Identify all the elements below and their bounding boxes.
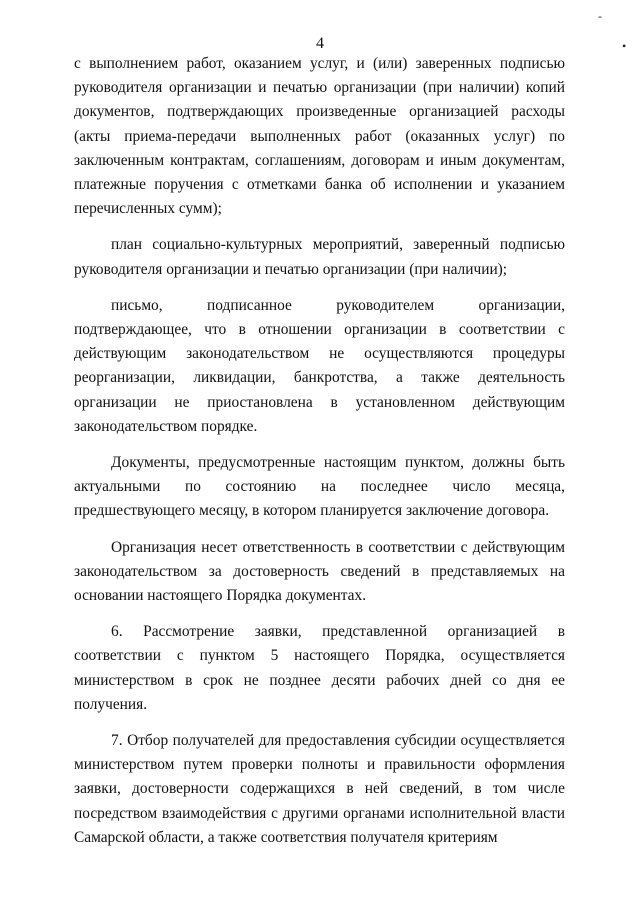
paragraph-letter: письмо, подписанное руководителем организации, подтверждающее, что в отношении организации в соответствии с действующим законодательством не осуществляются процедуры реорганизации, ликвидации, банкротства, а также деятельность организации не приостановлена в установленном действующим законодательством порядке. [74,296,565,435]
page-number: 4 [316,35,324,52]
paragraph-responsibility: Организация несет ответственность в соответствии с действующим законодательством за достоверность сведений в представляемых на основании настоящего Порядка документах. [74,538,565,605]
paragraph-documents-actuality: Документы, предусмотренные настоящим пунктом, должны быть актуальными по состоянию на последнее число месяца, предшествующего месяцу, в котором планируется заключение договора. [74,454,565,520]
paragraph-plan: план социально-культурных мероприятий, заверенный подписью руководителя организации и печатью организации (при наличии); [74,236,565,278]
scan-mark-right: • [622,39,627,53]
paragraph-item-7: 7. Отбор получателей для предоставления субсидии осуществляется министерством путем проверки полноты и правильности оформления заявки, достоверности содержащихся в ней сведений, в том числе посредством взаимодействия с другими органами исполнительной власти Самарской области, а также соответствия получателя критериям [74,732,565,846]
document-body [74,52,565,862]
scan-mark-top: - [598,9,602,23]
paragraph-item-6: 6. Рассмотрение заявки, представленной организацией в соответствии с пунктом 5 настоящего Порядка, осуществляется министерством в срок не позднее десяти рабочих дней со дня ее получения. [74,623,565,713]
paragraph-continuation: с выполнением работ, оказанием услуг, и (или) заверенных подписью руководителя организации и печатью организации (при наличии) копий документов, подтверждающих произведенные организацией расходы (акты приема-передачи выполненных работ (оказанных услуг) по заключенным контрактам, соглашениям, договорам и иным документам, платежные поручения с отметками банка об исполнении и указанием перечисленных сумм); [74,55,565,218]
